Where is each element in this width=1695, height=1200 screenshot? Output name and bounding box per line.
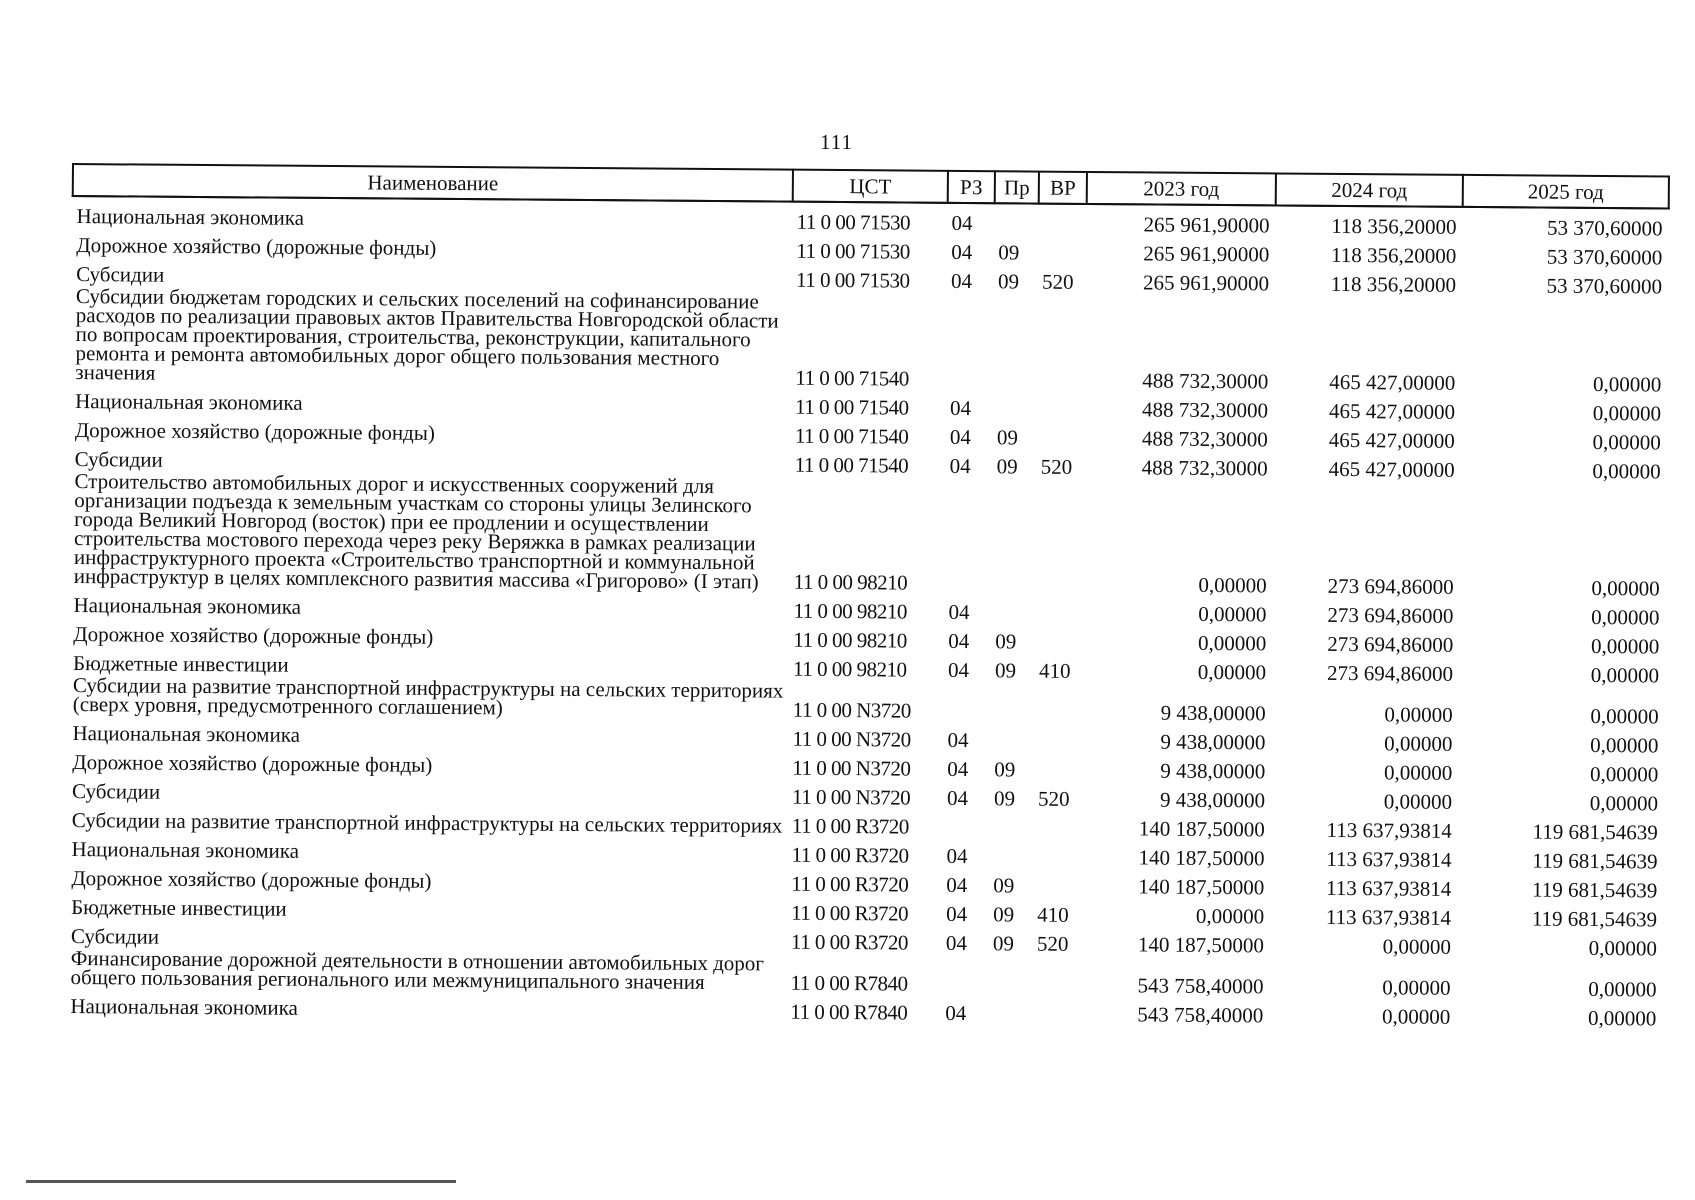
cell-2024: 118 356,20000 <box>1330 242 1457 268</box>
cell-2023: 0,00000 <box>1197 630 1267 656</box>
table-row <box>70 469 1667 599</box>
cell-rz <box>946 291 994 389</box>
footer-rule <box>26 1180 456 1183</box>
cell-2023: 0,00000 <box>1195 903 1265 929</box>
cell-2025: 0,00000 <box>1592 400 1662 426</box>
cell-name: Субсидии <box>74 447 163 472</box>
cell-pr: 09 <box>996 454 1018 479</box>
cell-rz: 04 <box>946 901 968 927</box>
col-header-2023: 2023 год <box>1087 172 1276 205</box>
cell-2024: 113 637,93814 <box>1326 875 1452 901</box>
cell-2023: 265 961,90000 <box>1143 270 1270 296</box>
cell-rz: 04 <box>945 930 967 956</box>
cell-2024: 0,00000 <box>1382 934 1451 959</box>
cell-name: Национальная экономика <box>73 593 302 619</box>
cell-cst: 11 0 00 71540 <box>795 394 909 420</box>
cell-name: Дорожное хозяйство (дорожные фонды) <box>76 233 437 260</box>
cell-2023: 140 187,50000 <box>1138 845 1265 871</box>
cell-name: Национальная экономика <box>75 389 303 415</box>
cell-2023: 488 732,30000 <box>1142 368 1269 394</box>
col-header-rz: РЗ <box>948 171 995 203</box>
cell-2023: 543 758,40000 <box>1137 1002 1264 1028</box>
cell-vr <box>1035 681 1083 722</box>
cell-vr <box>1037 419 1085 448</box>
cell-cst: 11 0 00 N3720 <box>792 755 911 781</box>
col-header-name: Наименование <box>73 164 793 202</box>
cell-vr <box>1034 838 1082 867</box>
cell-name: Дорожное хозяйство (дорожные фонды) <box>74 418 436 445</box>
cell-rz: 04 <box>946 785 969 811</box>
cell-2024: 118 356,20000 <box>1330 271 1457 297</box>
cell-2025: 0,00000 <box>1592 458 1661 484</box>
cell-rz: 04 <box>947 657 970 683</box>
cell-vr <box>1032 995 1080 1024</box>
cell-cst: 11 0 00 71540 <box>795 365 909 391</box>
cell-rz: 04 <box>948 628 970 654</box>
cell-2025: 0,00000 <box>1590 633 1660 659</box>
cell-2025: 119 681,54639 <box>1532 819 1658 845</box>
col-header-2024: 2024 год <box>1276 173 1463 206</box>
cell-2023: 265 961,90000 <box>1143 212 1270 238</box>
cell-cst: 11 0 00 N3720 <box>791 784 911 810</box>
cell-cst: 11 0 00 N3720 <box>792 726 911 752</box>
cell-pr: 09 <box>998 240 1020 265</box>
cell-pr <box>990 808 1034 837</box>
cell-name: Субсидии <box>70 924 160 949</box>
cell-cst: 11 0 00 98210 <box>793 598 908 624</box>
cell-vr <box>1036 477 1085 594</box>
cell-2023: 488 732,30000 <box>1141 426 1268 452</box>
cell-rz <box>942 953 989 994</box>
cell-pr <box>988 994 1032 1023</box>
cell-rz: 04 <box>948 599 970 625</box>
cell-vr: 520 <box>1036 931 1069 956</box>
cell-2024: 113 637,93814 <box>1326 846 1452 872</box>
cell-2024: 273 694,86000 <box>1327 573 1454 599</box>
col-header-cst: ЦСТ <box>793 170 948 203</box>
cell-2024: 273 694,86000 <box>1327 631 1454 657</box>
cell-2023: 9 438,00000 <box>1160 729 1266 755</box>
cell-name: Финансирование дорожной деятельности в отношении автомобильных дорог общего пользования регионального или межмуниципального значения <box>70 946 765 994</box>
cell-2025: 0,00000 <box>1592 429 1661 455</box>
cell-name: Субсидии <box>76 262 165 287</box>
cell-pr: 09 <box>993 902 1015 927</box>
cell-vr <box>1032 954 1080 995</box>
cell-cst: 11 0 00 71540 <box>794 452 909 478</box>
cell-vr <box>1038 204 1086 234</box>
cell-pr: 09 <box>998 269 1020 294</box>
cell-2024: 0,00000 <box>1383 789 1453 814</box>
cell-2023: 543 758,40000 <box>1137 973 1264 999</box>
cell-2025: 0,00000 <box>1590 703 1659 729</box>
cell-2025: 0,00000 <box>1589 790 1659 816</box>
cell-2025: 0,00000 <box>1591 604 1660 630</box>
cell-rz <box>943 808 990 837</box>
cell-pr <box>991 593 1035 622</box>
cell-vr <box>1034 751 1082 780</box>
cell-rz: 04 <box>951 268 973 294</box>
cell-2025: 0,00000 <box>1590 732 1659 758</box>
cell-name: Бюджетные инвестиции <box>72 651 289 677</box>
cell-2024: 113 637,93814 <box>1326 817 1452 843</box>
cell-rz: 04 <box>951 210 973 236</box>
cell-2025: 0,00000 <box>1587 1005 1657 1031</box>
cell-vr <box>1033 867 1081 896</box>
cell-2025: 53 370,60000 <box>1546 273 1663 299</box>
col-header-vr: ВР <box>1039 172 1087 204</box>
cell-2024: 0,00000 <box>1384 702 1453 727</box>
cell-cst: 11 0 00 R3720 <box>790 929 908 955</box>
cell-rz: 04 <box>949 453 971 479</box>
cell-2024: 465 427,00000 <box>1329 369 1456 395</box>
cell-cst: 11 0 00 71530 <box>796 209 911 235</box>
cell-name: Субсидии на развитие транспортной инфраструктуры на сельских территориях (сверх уровня, предусмотренного соглашением) <box>72 673 784 720</box>
cell-2025: 0,00000 <box>1591 575 1660 601</box>
cell-pr <box>991 680 1035 721</box>
cell-2023: 265 961,90000 <box>1143 241 1270 267</box>
cell-rz: 04 <box>946 843 968 869</box>
cell-pr <box>988 953 1032 994</box>
cell-vr: 520 <box>1040 454 1073 479</box>
table-body <box>66 196 1668 1029</box>
cell-name: Дорожное хозяйство (дорожные фонды) <box>73 622 434 649</box>
page-number: 111 <box>820 130 853 154</box>
cell-vr <box>1035 623 1083 652</box>
cell-name: Национальная экономика <box>76 204 305 230</box>
cell-vr: 520 <box>1042 269 1074 294</box>
cell-2025: 0,00000 <box>1588 935 1657 961</box>
cell-name: Субсидии бюджетам городских и сельских поселений на софинансирование расходов по реализации правовых актов Правительства Новгородской области по вопросам проектирования, строительства, реконструкции, капитального ремонта и ремонта автомобильных дорог общего пользования местного значения <box>75 284 779 385</box>
cell-2023: 0,00000 <box>1198 572 1267 598</box>
cell-2024: 113 637,93814 <box>1325 904 1452 930</box>
cell-name: Бюджетные инвестиции <box>71 895 287 921</box>
cell-name: Субсидии <box>71 779 161 804</box>
cell-2024: 0,00000 <box>1383 760 1453 785</box>
cell-vr <box>1034 809 1082 838</box>
cell-cst: 11 0 00 R7840 <box>790 970 908 996</box>
cell-vr <box>1037 390 1085 419</box>
cell-2023: 9 438,00000 <box>1160 758 1266 784</box>
col-header-2025: 2025 год <box>1463 175 1669 209</box>
cell-cst: 11 0 00 71530 <box>796 267 910 293</box>
cell-cst: 11 0 00 R3720 <box>791 871 909 897</box>
cell-rz: 04 <box>949 424 971 450</box>
cell-pr <box>993 389 1037 418</box>
cell-vr <box>1035 594 1083 623</box>
cell-2025: 119 681,54639 <box>1532 877 1658 903</box>
cell-cst: 11 0 00 N3720 <box>792 697 911 723</box>
cell-2025: 53 370,60000 <box>1546 244 1663 270</box>
cell-2024: 465 427,00000 <box>1328 398 1456 424</box>
cell-2025: 53 370,60000 <box>1546 215 1663 241</box>
cell-2024: 118 356,20000 <box>1331 213 1457 239</box>
cell-rz <box>945 476 993 593</box>
cell-cst: 11 0 00 R3720 <box>791 813 909 839</box>
cell-rz: 04 <box>945 1000 967 1026</box>
cell-2025: 119 681,54639 <box>1531 906 1658 932</box>
cell-rz: 04 <box>950 395 972 421</box>
cell-cst: 11 0 00 R7840 <box>790 999 908 1025</box>
cell-pr: 09 <box>993 786 1016 811</box>
cell-2023: 0,00000 <box>1197 659 1267 685</box>
cell-cst: 11 0 00 71530 <box>796 238 910 264</box>
cell-vr: 410 <box>1038 658 1071 683</box>
cell-name: Строительство автомобильных дорог и искусственных сооружений для организации подъезда к земельным участкам со стороны улицы Зелинского города Великий Новгород (восток) при ее продлении и осуществлении строительства мостового перехода через реку Веряжка в рамках реализации инфраструктурного проекта «Строительство транспортной и коммунальной инфраструктур в целях комплексного развития массива «Григорово» (I этап) <box>73 469 759 594</box>
cell-2023: 488 732,30000 <box>1142 397 1269 423</box>
cell-cst: 11 0 00 71540 <box>794 423 909 449</box>
cell-pr <box>993 291 1038 389</box>
cell-cst: 11 0 00 98210 <box>792 656 907 682</box>
cell-name: Дорожное хозяйство (дорожные фонды) <box>71 866 432 893</box>
cell-pr: 09 <box>996 425 1018 450</box>
cell-2024: 0,00000 <box>1382 975 1451 1000</box>
cell-2024: 465 427,00000 <box>1328 427 1455 453</box>
cell-rz: 04 <box>951 239 973 265</box>
cell-pr <box>990 721 1034 750</box>
cell-name: Субсидии на развитие транспортной инфраструктуры на сельских территориях <box>71 808 783 838</box>
cell-2025: 0,00000 <box>1589 761 1659 787</box>
cell-rz: 04 <box>946 872 968 898</box>
cell-cst: 11 0 00 R3720 <box>791 900 909 926</box>
col-header-pr: Пр <box>995 171 1039 203</box>
cell-2023: 488 732,30000 <box>1141 455 1268 481</box>
cell-2024: 273 694,86000 <box>1327 602 1454 628</box>
cell-rz <box>944 680 991 721</box>
cell-2023: 140 187,50000 <box>1138 874 1265 900</box>
cell-2023: 9 438,00000 <box>1159 787 1266 813</box>
cell-2023: 140 187,50000 <box>1138 816 1265 842</box>
cell-cst: 11 0 00 98210 <box>793 569 908 595</box>
budget-table <box>65 163 1670 1029</box>
cell-cst: 11 0 00 98210 <box>793 627 907 653</box>
cell-name: Национальная экономика <box>70 994 298 1020</box>
cell-vr <box>1038 234 1086 263</box>
cell-rz: 04 <box>947 756 969 782</box>
cell-2023: 0,00000 <box>1198 601 1267 627</box>
cell-pr: 09 <box>995 629 1017 654</box>
cell-name: Национальная экономика <box>72 721 301 747</box>
cell-cst: 11 0 00 R3720 <box>791 842 909 868</box>
cell-pr <box>994 203 1038 233</box>
cell-pr <box>992 476 1037 593</box>
cell-2023: 9 438,00000 <box>1160 700 1266 726</box>
cell-rz: 04 <box>947 727 969 753</box>
cell-vr <box>1037 292 1086 390</box>
cell-2025: 0,00000 <box>1590 662 1660 688</box>
cell-2025: 0,00000 <box>1592 371 1662 397</box>
cell-pr <box>990 837 1034 866</box>
cell-2024: 465 427,00000 <box>1328 456 1455 482</box>
cell-name: Дорожное хозяйство (дорожные фонды) <box>72 750 433 777</box>
cell-pr: 09 <box>992 931 1014 956</box>
cell-pr: 09 <box>994 757 1016 782</box>
cell-pr: 09 <box>994 658 1017 683</box>
cell-2025: 119 681,54639 <box>1532 848 1658 874</box>
cell-vr: 410 <box>1037 902 1069 927</box>
table-row <box>71 284 1668 395</box>
cell-name: Национальная экономика <box>71 837 300 863</box>
cell-2024: 0,00000 <box>1381 1004 1451 1029</box>
cell-2023: 140 187,50000 <box>1137 932 1264 958</box>
cell-vr <box>1034 722 1082 751</box>
cell-2024: 273 694,86000 <box>1326 660 1454 686</box>
cell-pr: 09 <box>993 873 1015 898</box>
cell-vr: 520 <box>1037 786 1070 811</box>
cell-2024: 0,00000 <box>1384 731 1453 756</box>
cell-2025: 0,00000 <box>1588 976 1657 1002</box>
